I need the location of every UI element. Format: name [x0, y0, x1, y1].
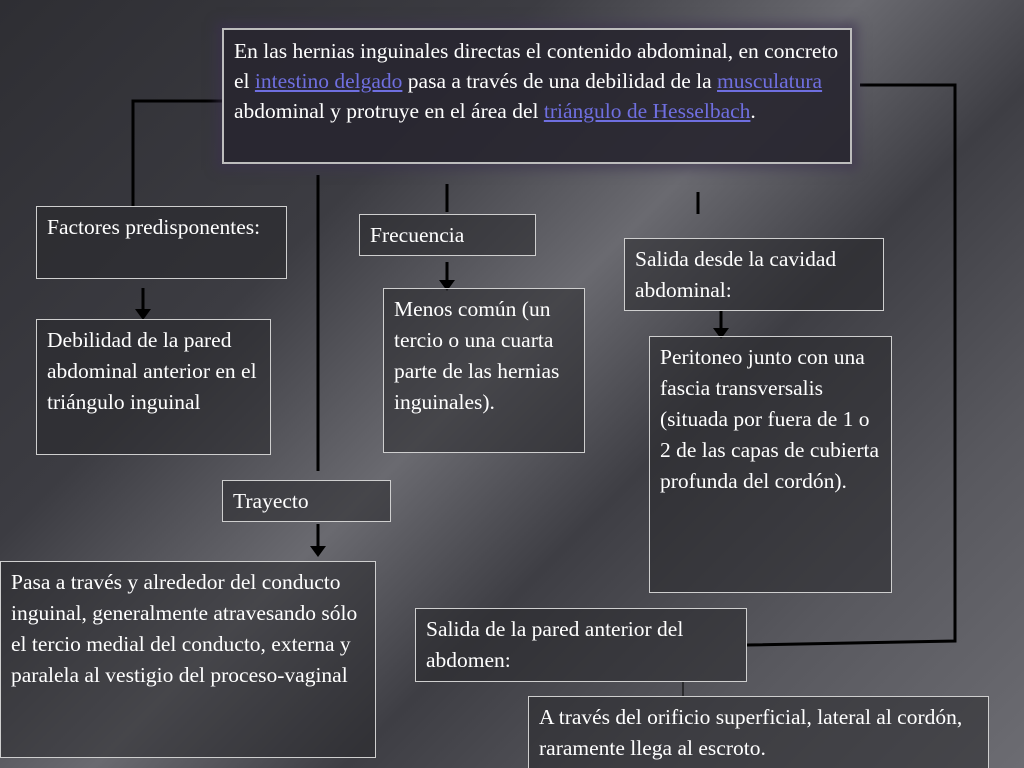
link-triangulo-hesselbach[interactable]: triángulo de Hesselbach [543, 99, 751, 123]
main-text-2: pasa a través de una debilidad de la [402, 69, 718, 93]
factores-label-box [36, 206, 287, 279]
salida-cavidad-label: Salida desde la cavidad abdominal: [635, 247, 837, 302]
frecuencia-detail-box [383, 288, 585, 453]
factores-label: Factores predisponentes: [47, 215, 261, 239]
main-text-4: . [750, 99, 756, 123]
salida-pared-label-box [415, 608, 747, 682]
main-description-box [222, 28, 852, 164]
frecuencia-label: Frecuencia [370, 223, 465, 247]
main-text-3: abdominal y protruye en el área del [234, 99, 544, 123]
salida-pared-detail: A través del orificio superficial, lateral al cordón, raramente llega al escroto. [539, 705, 963, 760]
link-intestino-delgado[interactable]: intestino delgado [254, 69, 403, 93]
salida-pared-label: Salida de la pared anterior del abdomen: [426, 617, 684, 672]
factores-detail: Debilidad de la pared abdominal anterior en el triángulo inguinal [47, 328, 257, 414]
trayecto-label: Trayecto [233, 489, 309, 513]
factores-detail-box [36, 319, 271, 455]
trayecto-detail: Pasa a través y alrededor del conducto inguinal, generalmente atravesando sólo el tercio medial del conducto, externa y paralela al vestigio del proceso-vaginal [11, 570, 358, 687]
salida-cavidad-label-box [624, 238, 884, 311]
connector-factores [133, 101, 222, 207]
link-musculatura[interactable]: musculatura [717, 69, 823, 93]
frecuencia-label-box [359, 214, 536, 256]
salida-cavidad-detail: Peritoneo junto con una fascia transversalis (situada por fuera de 1 o 2 de las capas de cubierta profunda del cordón). [660, 345, 880, 493]
arrow-trayecto-head [310, 546, 326, 557]
salida-pared-detail-box [528, 696, 989, 768]
frecuencia-detail: Menos común (un tercio o una cuarta parte de las hernias inguinales). [394, 297, 560, 414]
salida-cavidad-detail-box [649, 336, 892, 593]
main-text-1: En las hernias inguinales directas el contenido abdominal, en concreto el [234, 39, 839, 93]
trayecto-label-box [222, 480, 391, 522]
trayecto-detail-box [0, 561, 376, 758]
